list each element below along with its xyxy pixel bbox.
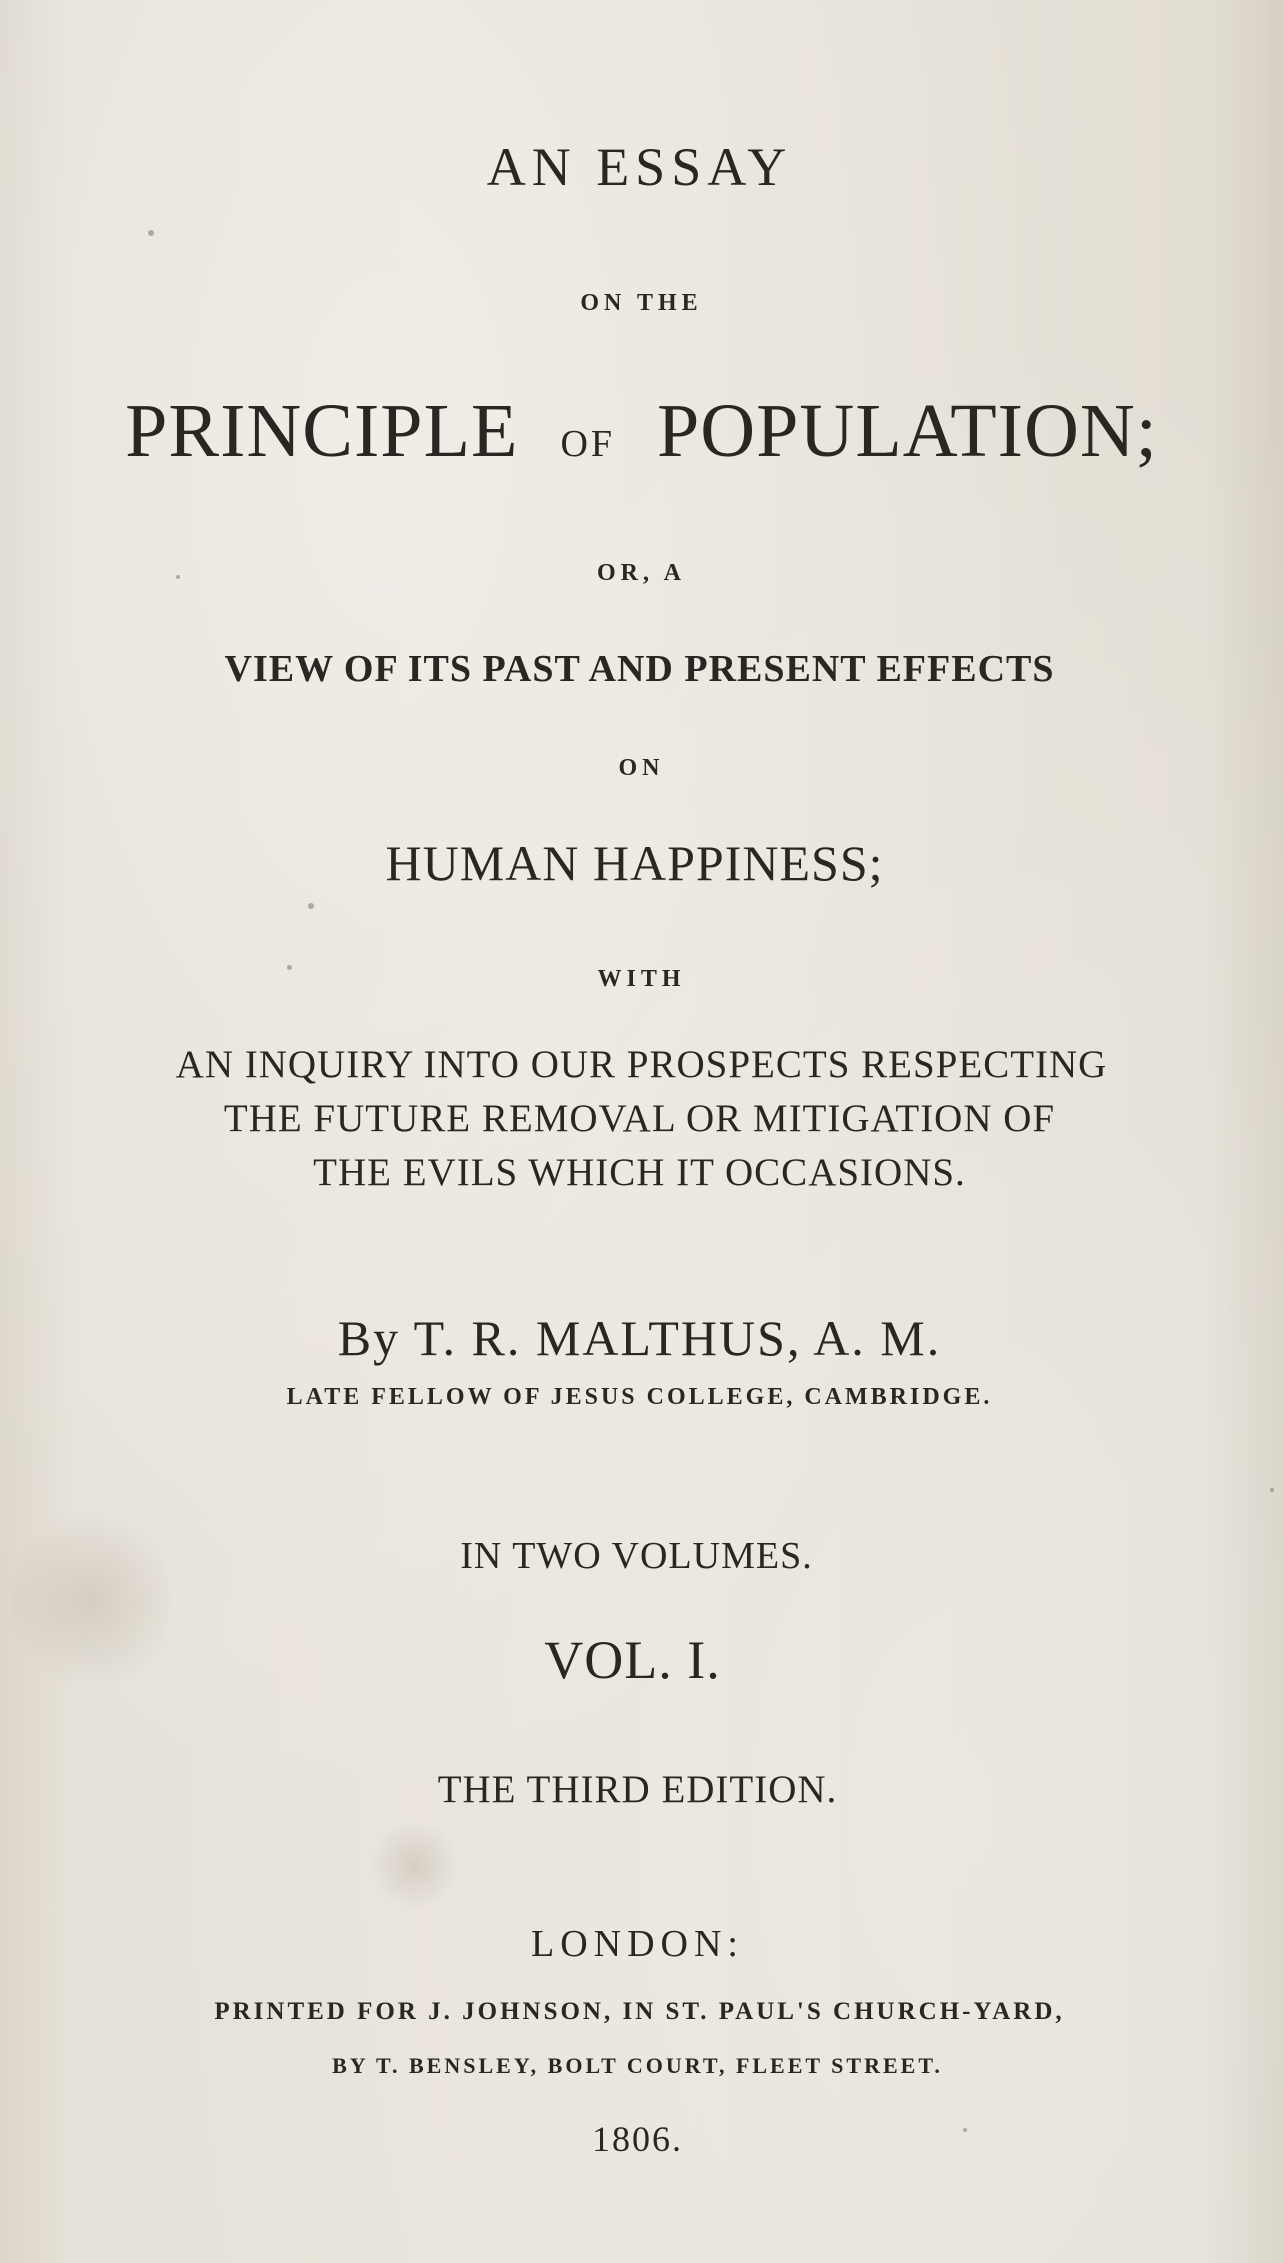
volume-number: VOL. I. — [544, 1630, 721, 1690]
paper-speck — [1270, 1488, 1274, 1492]
title-line-principle-of-population — [0, 389, 1283, 473]
title-line-future-removal: THE FUTURE REMOVAL OR MITIGATION OF — [223, 1097, 1056, 1140]
paper-speck — [308, 903, 314, 909]
title-line-human-happiness: HUMAN HAPPINESS; — [385, 835, 884, 891]
title-line-inquiry: AN INQUIRY INTO OUR PROSPECTS RESPECTING — [175, 1043, 1108, 1086]
title-line-or-a: OR, A — [596, 560, 686, 586]
title-word-of: OF — [560, 423, 616, 465]
printer-line-2: BY T. BENSLEY, BOLT COURT, FLEET STREET. — [332, 2053, 943, 2078]
volumes-line: IN TWO VOLUMES. — [460, 1535, 813, 1577]
edition-line: THE THIRD EDITION. — [437, 1768, 838, 1811]
title-line-an-essay: AN ESSAY — [486, 137, 793, 197]
place-line: LONDON: — [531, 1923, 744, 1965]
title-word-population: POPULATION; — [657, 389, 1158, 473]
title-line-on-the: ON THE — [580, 290, 703, 316]
title-line-evils: THE EVILS WHICH IT OCCASIONS. — [313, 1151, 966, 1194]
title-line-on: ON — [618, 755, 665, 781]
paper-stain — [370, 1820, 460, 1910]
printer-line-1: PRINTED FOR J. JOHNSON, IN ST. PAUL'S CHURCH-YARD, — [214, 1998, 1065, 2025]
year-line: 1806. — [592, 2119, 683, 2159]
author-note: LATE FELLOW OF JESUS COLLEGE, CAMBRIDGE. — [286, 1384, 993, 1410]
author-line: By T. R. MALTHUS, A. M. — [337, 1310, 942, 1366]
title-line-with: WITH — [597, 966, 686, 992]
paper-speck — [148, 230, 154, 236]
title-line-view-of-its-past: VIEW OF ITS PAST AND PRESENT EFFECTS — [224, 648, 1055, 690]
title-word-principle: PRINCIPLE — [125, 389, 519, 473]
